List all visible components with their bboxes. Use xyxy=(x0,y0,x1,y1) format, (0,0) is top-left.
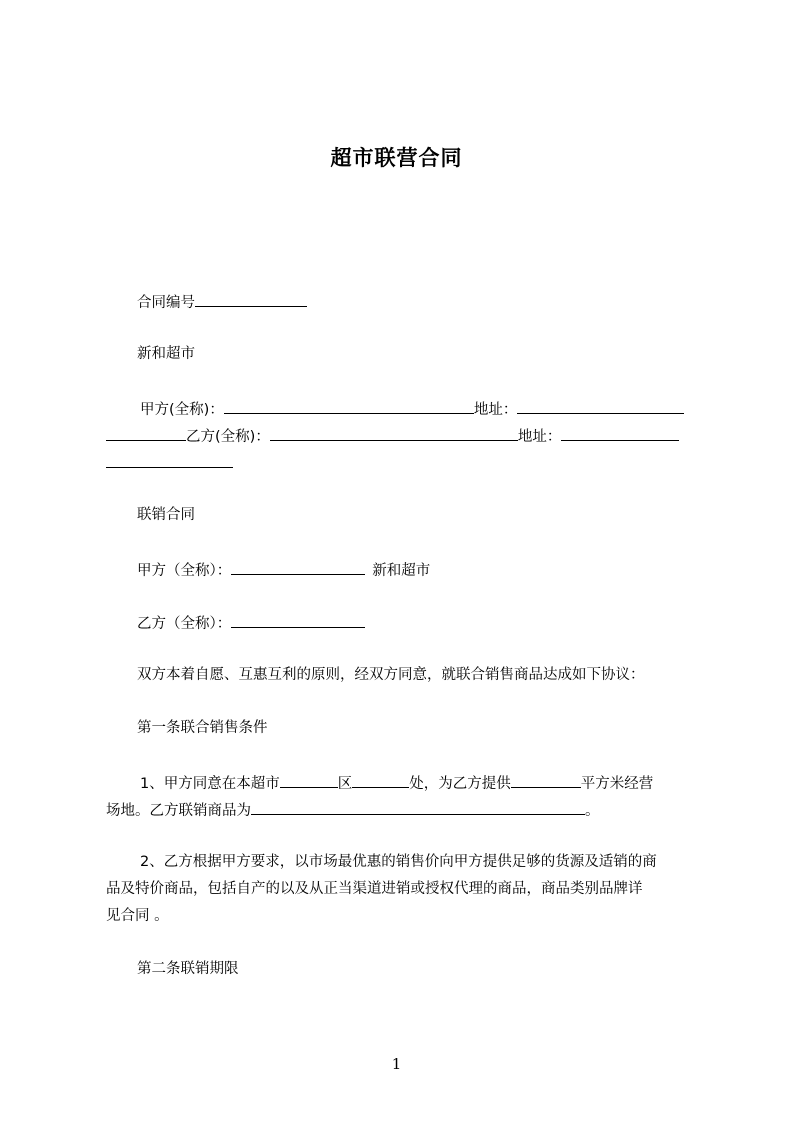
clause-1-blank-goods xyxy=(251,799,585,815)
preamble-paragraph: 双方本着自愿、互惠互利的原则，经双方同意，就联合销售商品达成如下协议： xyxy=(137,667,645,683)
party-b-address-line xyxy=(106,425,679,447)
address-blank-2-cont-line xyxy=(106,452,233,474)
address-blank-1 xyxy=(517,398,684,414)
clause-1-text-4: 平方米经营 xyxy=(580,776,654,792)
address-label-2: 地址： xyxy=(517,429,562,445)
contract-number-blank xyxy=(195,291,307,307)
clause-1-text-3: 处，为乙方提供 xyxy=(409,776,511,792)
contract-number-line xyxy=(137,291,307,313)
address-blank-2-cont xyxy=(106,452,233,468)
party-b-blank xyxy=(231,612,365,628)
clause-2-line-3: 见合同 。 xyxy=(106,908,169,924)
party-a-blank xyxy=(231,559,365,575)
clause-1-line-1 xyxy=(140,772,653,794)
address-label-1: 地址： xyxy=(473,402,518,418)
supermarket-name: 新和超市 xyxy=(137,346,195,362)
clause-1-blank-area xyxy=(280,772,338,788)
clause-1-line-2 xyxy=(106,799,600,821)
clause-1-blank-spot xyxy=(352,772,409,788)
address-blank-1-cont xyxy=(106,425,186,441)
party-b-full-label: 乙方(全称)： xyxy=(186,429,270,445)
clause-1-text-6: 。 xyxy=(585,803,600,819)
party-b-line xyxy=(137,612,365,634)
joint-sales-heading: 联销合同 xyxy=(137,507,195,523)
party-a-full-label: 甲方(全称)： xyxy=(140,402,224,418)
clause-1-blank-sqm xyxy=(511,772,581,788)
clause-2-line-1: 2、乙方根据甲方要求，以市场最优惠的销售价向甲方提供足够的货源及适销的商 xyxy=(140,854,657,870)
party-a-full-blank xyxy=(224,398,474,414)
party-a-address-line xyxy=(140,398,684,420)
party-a-line xyxy=(137,559,430,581)
article-2-title: 第二条联销期限 xyxy=(137,961,239,977)
clause-1-text-1: 1、甲方同意在本超市 xyxy=(140,776,280,792)
address-blank-2 xyxy=(561,425,679,441)
clause-2-line-2: 品及特价商品，包括自产的以及从正当渠道进销或授权代理的商品，商品类别品牌详 xyxy=(106,881,643,897)
party-b-full-blank xyxy=(270,425,518,441)
article-1-title: 第一条联合销售条件 xyxy=(137,720,268,736)
document-title: 超市联营合同 xyxy=(330,146,463,170)
party-a-label: 甲方（全称）： xyxy=(137,563,232,579)
page-number: 1 xyxy=(391,1055,402,1073)
party-a-name-suffix: 新和超市 xyxy=(372,563,431,579)
contract-number-label: 合同编号 xyxy=(137,295,195,311)
clause-1-text-5: 场地。乙方联销商品为 xyxy=(106,803,251,819)
party-b-label: 乙方（全称）： xyxy=(137,616,232,632)
clause-1-text-2: 区 xyxy=(337,776,353,792)
